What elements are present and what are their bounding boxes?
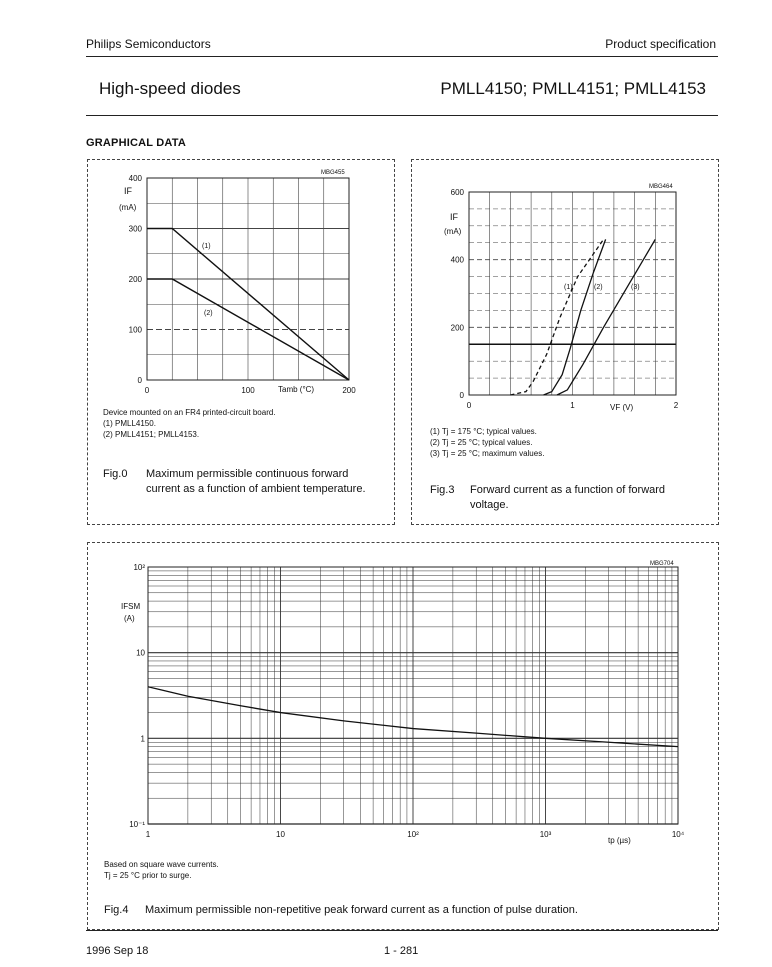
fig4-y-tick-label: 10⁻¹	[129, 820, 145, 829]
fig2-y-tick-label: 300	[128, 224, 142, 234]
section-title: GRAPHICAL DATA	[86, 137, 186, 149]
fig2-note-2: (1) PMLL4150.	[103, 419, 156, 428]
fig3-ylabel: IF	[450, 212, 458, 222]
fig3-number: Fig.3	[430, 484, 455, 496]
fig4-note-2: Tj = 25 °C prior to surge.	[104, 871, 192, 880]
fig2-y-tick-label: 0	[137, 376, 142, 385]
fig4-x-tick-label: 10²	[407, 830, 419, 839]
fig4-ylabel: IFSM	[121, 602, 141, 611]
fig3-note-2: (2) Tj = 25 °C; typical values.	[430, 438, 533, 447]
fig2-x-tick-label: 0	[144, 386, 150, 395]
title-rule	[86, 115, 718, 116]
fig4-note-1: Based on square wave currents.	[104, 860, 219, 869]
fig4-notes	[104, 859, 219, 881]
fig2-y-tick-label: 400	[128, 174, 142, 183]
fig4-y-tick-label: 1	[140, 734, 145, 744]
fig4-x-tick-label: 10	[276, 830, 285, 839]
fig2-curve-label-1: (1)	[202, 243, 211, 250]
fig4-x-tick-label: 10³	[539, 830, 552, 839]
fig2-code: MBG455	[321, 170, 345, 176]
footer-date: 1996 Sep 18	[86, 945, 149, 957]
document-type: Product specification	[605, 37, 716, 51]
fig2-y-tick-label: 200	[128, 275, 142, 284]
fig4-y-tick-label: 10²	[133, 563, 145, 572]
fig4-y-tick-label: 10	[136, 648, 145, 658]
footer-rule	[86, 930, 718, 931]
fig3-y-tick-label: 400	[450, 255, 464, 265]
fig2-x-tick-label: 200	[342, 386, 356, 395]
figure-4-chart	[88, 543, 717, 851]
fig3-x-tick-label: 1	[570, 401, 575, 410]
footer-page: 1 - 281	[384, 945, 419, 957]
fig3-series-line-2	[544, 239, 606, 395]
fig2-x-tick-label: 100	[241, 386, 255, 395]
part-numbers: PMLL4150; PMLL4151; PMLL4153	[440, 79, 706, 98]
fig3-note-3: (3) Tj = 25 °C; maximum values.	[430, 449, 545, 458]
fig4-xlabel: tp (µs)	[608, 836, 631, 845]
fig4-caption: Maximum permissible non-repetitive peak forward current as a function of pulse duration.	[145, 904, 578, 916]
fig2-note-3: (2) PMLL4151; PMLL4153.	[103, 430, 200, 439]
company-name: Philips Semiconductors	[86, 37, 211, 51]
figure-3-chart	[412, 160, 717, 422]
fig3-curve-label-2: (2)	[594, 284, 603, 291]
fig2-ylabel: IF	[124, 186, 132, 196]
fig4-number: Fig.4	[104, 904, 129, 916]
fig2-curve-label-2: (2)	[204, 310, 213, 317]
fig3-y-tick-label: 600	[450, 188, 464, 197]
fig3-x-tick-label: 0	[466, 401, 472, 410]
fig3-x-tick-label: 2	[673, 401, 679, 410]
fig2-notes	[103, 407, 276, 440]
fig2-number: Fig.0	[103, 468, 128, 480]
product-title: High-speed diodes	[99, 79, 241, 98]
fig2-yunit: (mA)	[119, 203, 137, 212]
fig3-xlabel: VF (V)	[610, 403, 634, 412]
fig4-x-tick-label: 10⁴	[671, 830, 685, 839]
fig4-x-tick-label: 1	[145, 830, 151, 839]
fig3-note-1: (1) Tj = 175 °C; typical values.	[430, 427, 537, 436]
header-rule	[86, 56, 718, 57]
fig3-curve-label-1: (1)	[564, 284, 573, 291]
fig2-caption: Maximum permissible continuous forward current as a function of ambient temperature.	[146, 468, 366, 495]
fig2-note-1: Device mounted on an FR4 printed-circuit board.	[103, 408, 276, 417]
fig3-notes	[430, 426, 544, 459]
fig2-xlabel: Tamb (°C)	[278, 385, 315, 394]
fig4-code: MBG704	[650, 561, 674, 567]
fig3-code: MBG464	[649, 184, 673, 190]
fig2-y-tick-label: 100	[128, 325, 142, 335]
fig3-yunit: (mA)	[444, 227, 462, 236]
fig3-curve-label-3: (3)	[631, 284, 640, 291]
fig3-series-line-3	[557, 239, 655, 395]
fig3-y-tick-label: 200	[450, 323, 464, 333]
fig3-caption: Forward current as a function of forward voltage.	[470, 484, 666, 511]
fig4-yunit: (A)	[124, 614, 135, 623]
fig3-series-line-1	[510, 239, 603, 395]
fig3-y-tick-label: 0	[459, 391, 464, 400]
figure-2-chart	[88, 160, 393, 404]
